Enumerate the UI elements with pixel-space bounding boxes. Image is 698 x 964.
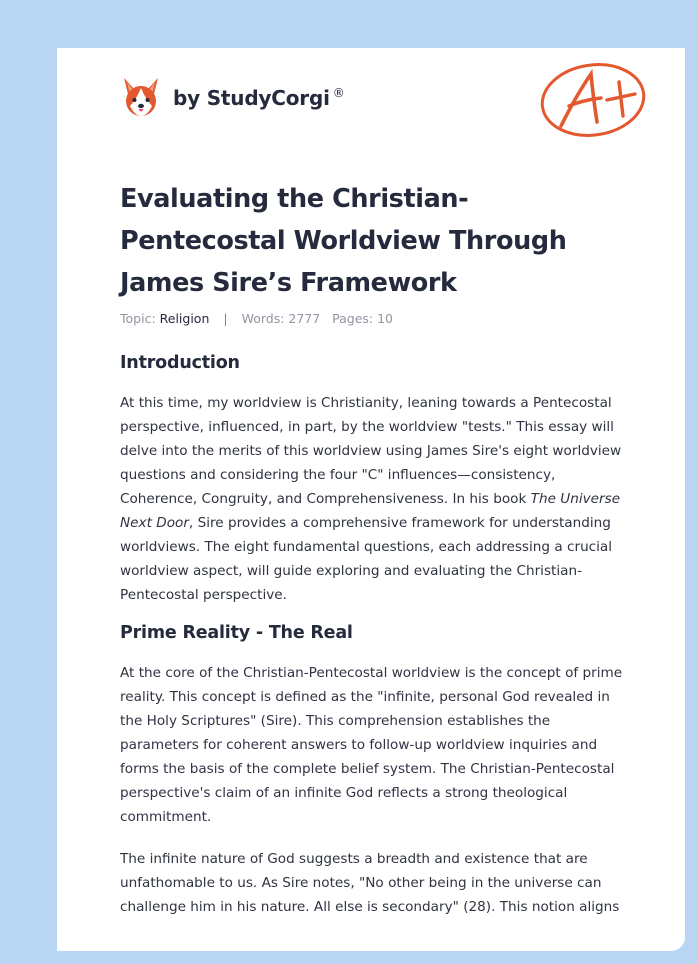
heading-prime-reality: Prime Reality - The Real [120,623,353,643]
meta-separator: | [223,311,228,326]
essay-title: Evaluating the Christian-Pentecostal Worldview Through James Sire’s Framework [120,184,567,298]
topic-link[interactable]: Religion [159,311,210,326]
topic-label: Topic: [120,311,156,326]
book-title: The Universe Next Door [120,491,621,531]
corgi-logo-icon [121,76,161,120]
paragraph-introduction: At this time, my worldview is Christianity, leaning towards a Pentecostal perspective, influenced, in part, by the worldview "tests." This essay will delve into the merits of this worldview using James Sire's eight worldview questions and considering the four "C" influences—consistency, Coherence, Congruity, and Comprehensiveness. In his book The Universe Next Door, Sire provides a comprehensive framework for understanding worldviews. The eight fundamental questions, each addressing a crucial worldview aspect, will guide exploring and evaluating the Christian-Pentecostal perspective. [120,395,622,603]
heading-introduction: Introduction [120,353,240,373]
essay-meta [120,311,393,326]
brand-name: by StudyCorgi ® [173,86,345,110]
paragraph-prime-reality-2: The infinite nature of God suggests a breadth and existence that are unfathomable to us. As Sire notes, "No other being in the universe can challenge him in his nature. All else is secondary" (28). This notion aligns [120,851,620,915]
page-count: Pages: 10 [332,311,394,326]
paragraph-prime-reality-1: At the core of the Christian-Pentecostal worldview is the concept of prime reality. This concept is defined as the "infinite, personal God revealed in the Holy Scriptures" (Sire). This comprehension establishes the parameters for coherent answers to follow-up worldview inquiries and forms the basis of the complete belief system. The Christian-Pentecostal perspective's claim of an infinite God reflects a strong theological commitment. [120,665,623,825]
document-page [57,48,685,951]
registered-mark: ® [332,86,345,101]
word-count: Words: 2777 [241,311,321,326]
brand-logo[interactable] [121,76,345,120]
a-plus-grade-icon [539,60,647,140]
